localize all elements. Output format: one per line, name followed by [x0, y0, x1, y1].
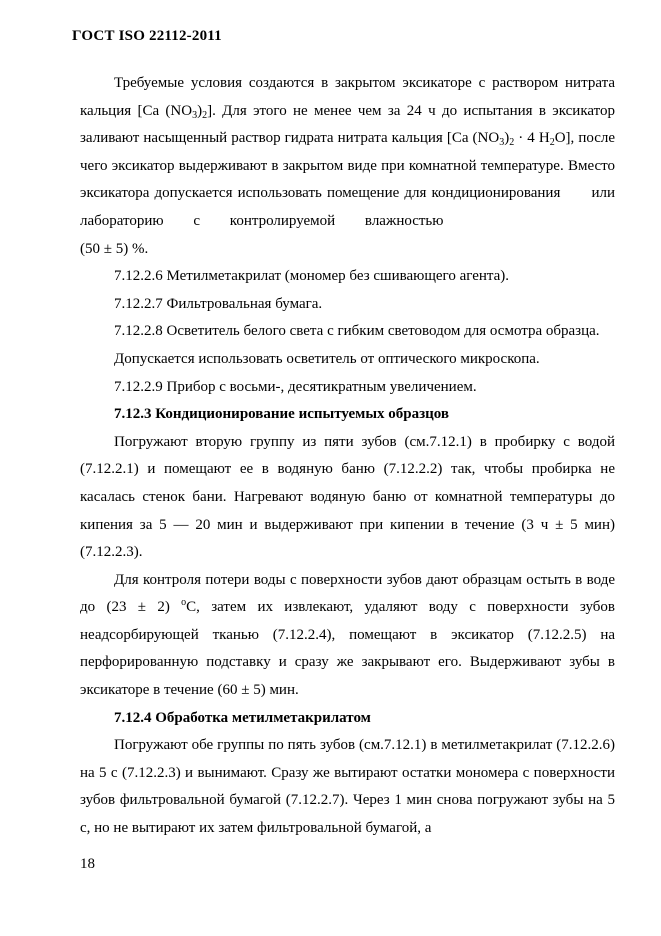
- text-run: ]. Для этого не менее чем за 24 ч до испытания в эксикатор заливают насыщенный раствор гидрата нитрата кальция [Ca (NO: [80, 102, 616, 147]
- text-run: Для контроля потери воды с поверхности зубов дают образцам остыть в воде до (23 ± 2): [80, 571, 615, 616]
- paragraph-conditions: [80, 70, 615, 236]
- text-run: ): [504, 130, 510, 147]
- text-run-spread: кондиционирования или лабораторию с контролируемой влажностью: [80, 185, 616, 229]
- section-heading-7-12-3: 7.12.3 Кондиционирование испытуемых образцов: [114, 406, 450, 423]
- text-run: · 4 H: [514, 130, 550, 147]
- paragraph-illuminator-note: Допускается использовать осветитель от оптического микроскопа.: [114, 350, 540, 367]
- subscript: 2: [509, 137, 515, 149]
- paragraph-mma-treatment: Погружают обе группы по пять зубов (см.7.12.1) в метилметакрилат (7.12.2.6) на 5 с (7.12.2.3) и вынимают. Сразу же вытирают остатки мономера с поверхности зубов фильтровальной бумагой (7.12.2.7). Через 1 мин снова погружают зубы на 5 с, но не вытирают их затем фильтровальной бумагой, а: [80, 737, 615, 837]
- paragraph-7-12-2-7: 7.12.2.7 Фильтровальная бумага.: [114, 295, 323, 312]
- subscript: 3: [499, 137, 505, 149]
- subscript: 2: [549, 137, 555, 149]
- subscript: 2: [202, 109, 208, 121]
- paragraph-7-12-2-8: 7.12.2.8 Осветитель белого света с гибким световодом для осмотра образца.: [114, 323, 600, 340]
- page-number: 18: [80, 856, 95, 872]
- document-header: ГОСТ ISO 22112-2011: [72, 28, 222, 44]
- paragraph-conditioning: Погружают вторую группу из пяти зубов (см.7.12.1) в пробирку с водой (7.12.2.1) и помещают ее в водяную баню (7.12.2.2) так, чтобы пробирка не касалась стенок бани. Нагревают водяную баню от комнатной температуры до кипения за 5 — 20 мин и выдерживают при кипении в течение (3 ч ± 5 мин) (7.12.2.3).: [80, 433, 615, 561]
- paragraph-water-loss: [80, 567, 615, 705]
- text-run: O], после чего эксикатор выдерживают в закрытом виде при комнатной температуре. Вместо эксикатора допускается использовать помещение для: [80, 130, 616, 202]
- paragraph-7-12-2-9: 7.12.2.9 Прибор с восьми-, десятикратным увеличением.: [114, 378, 477, 395]
- text-run: ): [197, 102, 203, 119]
- section-heading-7-12-4: 7.12.4 Обработка метилметакрилатом: [114, 709, 371, 726]
- paragraph-humidity: (50 ± 5) %.: [80, 240, 149, 257]
- subscript: 3: [192, 109, 198, 121]
- degree-superscript: o: [181, 597, 187, 609]
- text-run: Требуемые условия создаются в закрытом эксикаторе с раствором нитрата кальция [Ca (NO: [80, 75, 615, 119]
- document-body: [80, 70, 615, 843]
- paragraph-7-12-2-6: 7.12.2.6 Метилметакрилат (мономер без сшивающего агента).: [114, 268, 510, 285]
- text-run: C, затем их извлекают, удаляют воду с поверхности зубов неадсорбирующей тканью (7.12.2.4), помещают в эксикатор (7.12.2.5) на перфорированную подставку и сразу же закрывают его. Выдерживают зубы в эксикаторе в течение (60 ± 5) мин.: [80, 599, 616, 699]
